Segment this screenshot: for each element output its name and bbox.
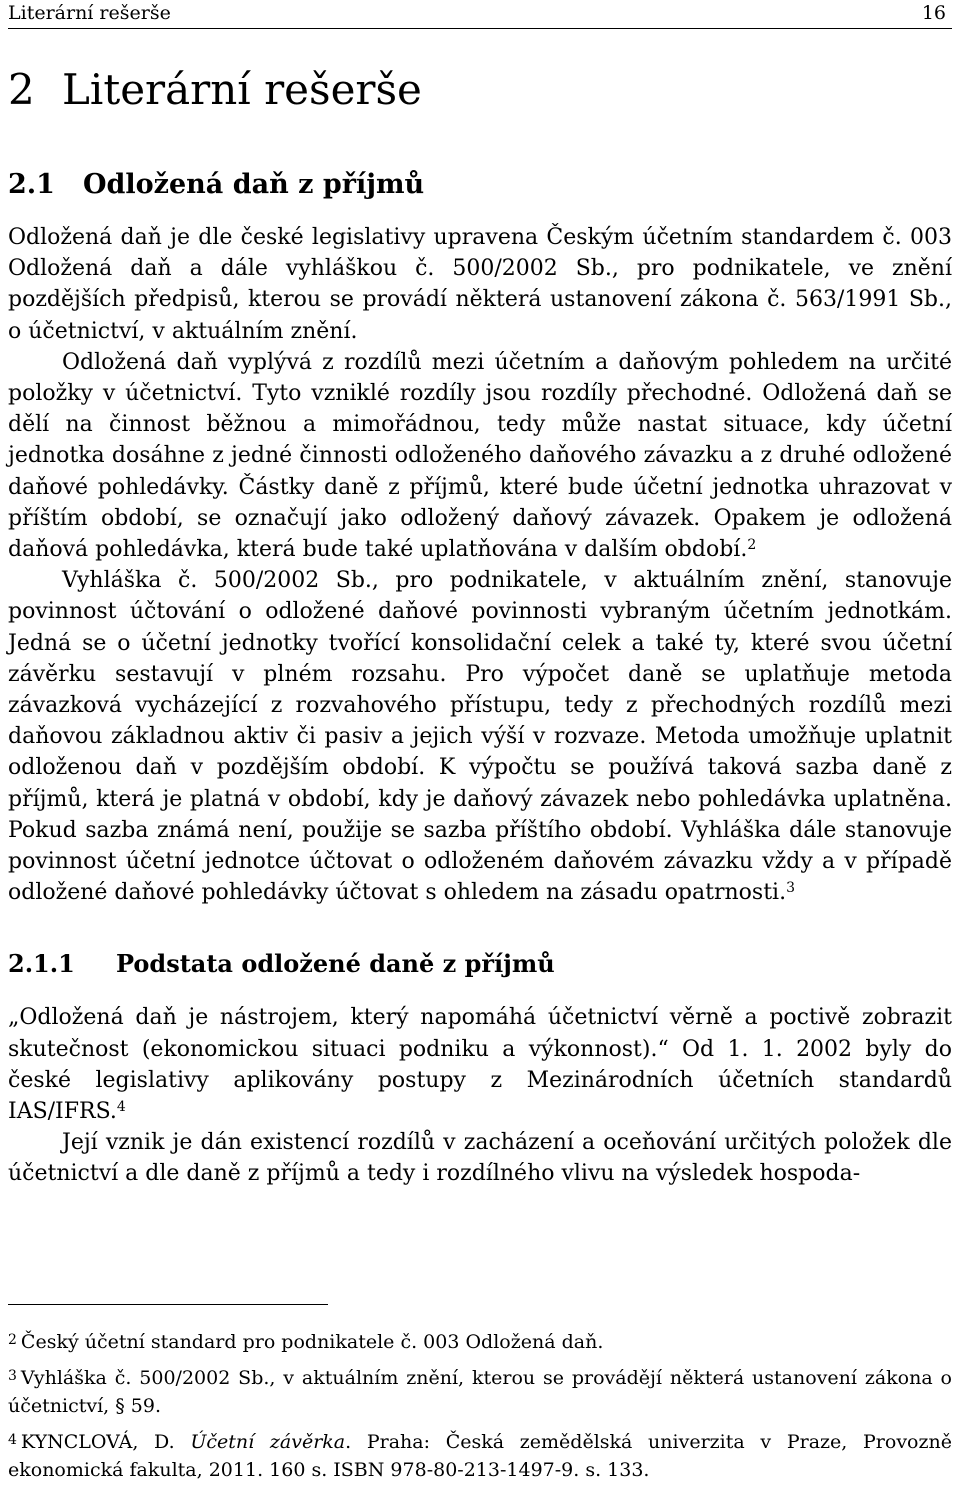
- footnote-2-mark: 2: [8, 1332, 17, 1348]
- section-title: Odložená daň z příjmů: [83, 169, 425, 200]
- section-heading: [8, 168, 952, 202]
- subsection-heading: [8, 948, 952, 980]
- chapter-title: Literární rešerše: [62, 65, 422, 114]
- sub-paragraph-1-text: „Odložená daň je nástrojem, který napomáhá účetnictví věrně a poctivě zobrazit skutečnost (ekonomickou situaci podniku a výkonnost).“ Od 1. 1. 2002 byly do české legislativy aplikovány postupy z Mezinárodních účetních standardů IAS/IFRS.: [8, 1005, 952, 1125]
- footnote-3-mark: 3: [8, 1368, 17, 1384]
- sub-paragraph-2: [8, 1127, 952, 1189]
- paragraph-2: [8, 347, 952, 565]
- footnotes: [8, 1326, 952, 1490]
- paragraph-3-text: Vyhláška č. 500/2002 Sb., pro podnikatele, v aktuálním znění, stanovuje povinnost účtování o odložené daňové povinnosti vybraným účetním jednotkám. Jedná se o účetní jednotky tvořící konsolidační celek a také ty, které svou účetní závěrku sestavují v plném rozsahu. Pro výpočet daně se uplatňuje metoda závazková vycházející z rozvahového přístupu, tedy z přechodných rozdílů mezi daňovou základnou aktiv či pasiv a jejich výší v rozvaze. Metoda umožňuje uplatnit odloženou daň v pozdějším období. K výpočtu se používá taková sazba daně z příjmů, která je platná v období, kdy je daňový závazek nebo pohledávka uplatněna. Pokud sazba známá není, použije se sazba příštího období. Vyhláška dále stanovuje povinnost účetní jednotce účtovat o odloženém daňovém závazku vždy a v případě odložené daňové pohledávky účtovat s ohledem na zásadu opatrnosti.: [8, 568, 952, 906]
- footnote-ref-4[interactable]: 4: [116, 1099, 126, 1116]
- footnote-4: [8, 1426, 952, 1484]
- footnote-ref-3[interactable]: 3: [786, 880, 795, 897]
- footnote-3: [8, 1362, 952, 1420]
- paragraph-2-text: Odložená daň vyplývá z rozdílů mezi účetním a daňovým pohledem na určité položky v účetnictví. Tyto vzniklé rozdíly jsou rozdíly přechodné. Odložená daň se dělí na činnost běžnou a mimořádnou, tedy může nastat situace, kdy účetní jednotka dosáhne z jedné činnosti odloženého daňového závazku a z druhé odložené daňové pohledávky. Částky daně z příjmů, které bude účetní jednotka uhrazovat v příštím období, se označují jako odložený daňový závazek. Opakem je odložená daňová pohledávka, která bude také uplatňována v dalším období.: [8, 349, 952, 563]
- paragraph-1: [8, 222, 952, 347]
- section-number: 2.1: [8, 169, 55, 200]
- subsection-number: 2.1.1: [8, 949, 75, 979]
- main-content: [8, 62, 952, 1190]
- paragraph-3: [8, 565, 952, 908]
- subsection-title: Podstata odložené daně z příjmů: [116, 949, 555, 979]
- footnote-4-mark: 4: [8, 1432, 17, 1448]
- footnote-4-text-before: KYNCLOVÁ, D.: [20, 1431, 191, 1453]
- page-number: 16: [921, 2, 946, 24]
- paragraph-1-text: Odložená daň je dle české legislativy upravena Českým účetním standardem č. 003 Odložená daň a dále vyhláškou č. 500/2002 Sb., pro podnikatele, ve znění pozdějších předpisů, kterou se provádí některá ustanovení zákona č. 563/1991 Sb., o účetnictví, v aktuálním znění.: [8, 225, 952, 344]
- running-header-title: Literární rešerše: [8, 2, 171, 24]
- footnote-ref-2[interactable]: 2: [747, 537, 757, 554]
- chapter-number: 2: [8, 65, 35, 114]
- footnote-3-text: Vyhláška č. 500/2002 Sb., v aktuálním znění, kterou se provádějí některá ustanovení zákona o účetnictví, § 59.: [8, 1367, 952, 1417]
- sub-paragraph-2-text: Její vznik je dán existencí rozdílů v zacházení a oceňování určitých položek dle účetnictví a dle daně z příjmů a tedy i rozdílného vlivu na výsledek hospoda-: [8, 1130, 952, 1187]
- footnote-2: [8, 1326, 952, 1356]
- footnote-4-title: Účetní závěrka: [190, 1431, 346, 1453]
- chapter-heading: [8, 62, 952, 118]
- footnote-4-text-after: . Praha: Česká zemědělská univerzita v Praze, Provozně ekonomická fakulta, 2011. 160 s. ISBN 978-80-213-1497-9. s. 133.: [8, 1431, 952, 1481]
- sub-paragraph-1: [8, 1002, 952, 1127]
- running-header: [8, 0, 952, 29]
- footnote-separator: [8, 1304, 328, 1305]
- footnote-2-text: Český účetní standard pro podnikatele č. 003 Odložená daň.: [20, 1331, 604, 1353]
